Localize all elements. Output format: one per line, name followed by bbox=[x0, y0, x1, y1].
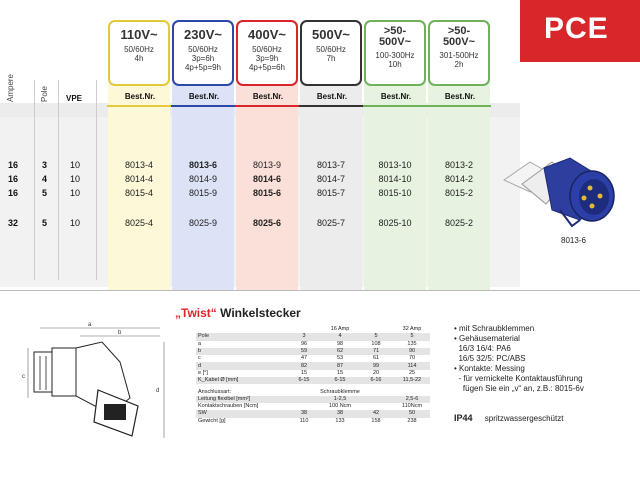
spec-value: 6-15 bbox=[322, 377, 358, 384]
bestnr-underline-2 bbox=[171, 105, 235, 107]
spec-value: 15 bbox=[300, 369, 308, 376]
spec-value: Schraubklemme bbox=[320, 388, 360, 395]
order-code: 8025-7 bbox=[316, 218, 346, 228]
spec-value: 100 Ncm bbox=[328, 403, 351, 410]
voltage-specs: 50/60Hz 4h bbox=[124, 45, 154, 63]
ip-code: IP44 bbox=[454, 413, 473, 423]
vpe-header: VPE bbox=[66, 94, 83, 103]
technical-drawing bbox=[20, 318, 170, 448]
spec-value bbox=[394, 388, 430, 395]
spec-value: 70 bbox=[408, 355, 416, 362]
spec-value: 110Ncm bbox=[401, 403, 423, 410]
spec-value: 42 bbox=[358, 410, 394, 417]
voltage-label: >50- 500V~ bbox=[378, 25, 412, 48]
note-line: fügen Sie ein „v“ an, z.B.: 8015-6v bbox=[454, 384, 584, 393]
spec-value: 6-16 bbox=[358, 377, 394, 384]
order-code: 8013-2 bbox=[444, 160, 474, 170]
order-code: 8013-9 bbox=[252, 160, 282, 170]
bestnr-header-1: Best.Nr. bbox=[124, 92, 156, 101]
title-rest: Winkelstecker bbox=[220, 306, 301, 320]
spec-cell bbox=[196, 326, 286, 333]
spec-table bbox=[196, 326, 430, 425]
dim-label-a: a bbox=[88, 322, 92, 328]
spec-value: 53 bbox=[336, 355, 344, 362]
row-vpe: 10 bbox=[70, 188, 81, 198]
order-code: 8013-4 bbox=[124, 160, 154, 170]
section-divider bbox=[0, 290, 640, 291]
voltage-label: 400V~ bbox=[248, 27, 286, 42]
row-vpe: 10 bbox=[70, 160, 81, 170]
order-code: 8014-10 bbox=[378, 174, 412, 184]
spec-value: 61 bbox=[372, 355, 380, 362]
spec-value: 133 bbox=[335, 417, 345, 424]
spec-value: 38 bbox=[322, 410, 358, 417]
spec-value: 50 bbox=[394, 410, 430, 417]
note-line: • mit Schraubklemmen bbox=[454, 324, 535, 333]
spec-row bbox=[196, 362, 430, 369]
voltage-specs: 100-300Hz 10h bbox=[375, 51, 415, 69]
spec-row bbox=[196, 355, 430, 362]
row-pole: 4 bbox=[42, 174, 48, 184]
spec-label: b bbox=[196, 348, 286, 355]
bestnr-header-6: Best.Nr. bbox=[444, 92, 476, 101]
bestnr-header-4: Best.Nr. bbox=[316, 92, 348, 101]
order-code: 8025-9 bbox=[188, 218, 218, 228]
spec-value: 4 bbox=[322, 333, 358, 340]
row-pole: 5 bbox=[42, 188, 48, 198]
spec-value: 11,5-22 bbox=[394, 377, 430, 384]
ampere-header: Ampere bbox=[6, 73, 15, 102]
left-separator-3 bbox=[96, 80, 97, 280]
order-code: 8013-7 bbox=[316, 160, 346, 170]
order-code: 8014-9 bbox=[188, 174, 218, 184]
row-ampere: 16 bbox=[8, 174, 19, 184]
spec-row bbox=[196, 348, 430, 355]
left-separator-2 bbox=[58, 80, 59, 280]
order-code: 8015-9 bbox=[188, 188, 218, 198]
spec-label: SW bbox=[196, 410, 286, 417]
row-pole: 5 bbox=[42, 218, 48, 228]
spec-label: c bbox=[198, 355, 201, 362]
voltage-specs: 50/60Hz 3p=6h 4p+5p=9h bbox=[184, 45, 222, 72]
spec-group-row bbox=[196, 326, 430, 333]
order-code: 8014-7 bbox=[316, 174, 346, 184]
order-code: 8013-10 bbox=[378, 160, 412, 170]
spec-value: 99 bbox=[358, 362, 394, 369]
spec-row bbox=[196, 396, 430, 403]
spec-value: 20 bbox=[372, 369, 380, 376]
spec-label: a bbox=[198, 340, 202, 347]
spec-value: 38 bbox=[286, 410, 322, 417]
spec-value: 25 bbox=[408, 369, 416, 376]
row-ampere: 16 bbox=[8, 188, 19, 198]
spec-value: 15 bbox=[336, 369, 344, 376]
voltage-label: >50- 500V~ bbox=[442, 25, 476, 48]
spec-value: 135 bbox=[407, 340, 417, 347]
voltage-box-3 bbox=[236, 20, 298, 86]
spec-value: 158 bbox=[371, 417, 381, 424]
order-code: 8015-6 bbox=[252, 188, 282, 198]
spec-row bbox=[196, 333, 430, 340]
note-line: • Kontakte: Messing bbox=[454, 364, 525, 373]
ip-text: spritzwassergeschützt bbox=[484, 414, 564, 423]
spec-value: 6-15 bbox=[286, 377, 322, 384]
note-line: 16/5 32/5: PC/ABS bbox=[454, 354, 526, 363]
product-label: 8013-6 bbox=[561, 236, 586, 245]
spec-row bbox=[196, 370, 430, 377]
spec-value: 108 bbox=[371, 340, 381, 347]
order-code: 8015-7 bbox=[316, 188, 346, 198]
bestnr-underline-1 bbox=[107, 105, 171, 107]
spec-value: 114 bbox=[394, 362, 430, 369]
feature-notes bbox=[454, 324, 584, 394]
spec-value: 98 bbox=[336, 340, 344, 347]
voltage-box-2 bbox=[172, 20, 234, 86]
bestnr-underline-5 bbox=[363, 105, 427, 107]
spec-value: 87 bbox=[322, 362, 358, 369]
note-line: • Gehäusematerial bbox=[454, 334, 520, 343]
spec-row bbox=[196, 410, 430, 417]
title-quoted: „Twist“ bbox=[175, 306, 217, 320]
spec-value: 90 bbox=[394, 348, 430, 355]
bestnr-underline-3 bbox=[235, 105, 299, 107]
pce-logo bbox=[520, 0, 640, 62]
plug-photo bbox=[500, 140, 630, 235]
dim-label-b: b bbox=[118, 330, 122, 336]
order-code: 8015-4 bbox=[124, 188, 154, 198]
spec-row bbox=[196, 377, 430, 384]
bestnr-header-2: Best.Nr. bbox=[188, 92, 220, 101]
ip-rating bbox=[454, 413, 563, 423]
spec-label: d bbox=[196, 362, 286, 369]
spec-value: 2,5-6 bbox=[394, 396, 430, 403]
spec-row bbox=[196, 341, 430, 348]
voltage-specs: 301-500Hz 2h bbox=[439, 51, 479, 69]
voltage-box-1 bbox=[108, 20, 170, 86]
spec-label: Kontaktschrauben [Ncm] bbox=[198, 403, 259, 410]
order-code: 8015-10 bbox=[378, 188, 412, 198]
row-vpe: 10 bbox=[70, 174, 81, 184]
voltage-box-5 bbox=[364, 20, 426, 86]
voltage-box-4 bbox=[300, 20, 362, 86]
note-line: 16/3 16/4: PA6 bbox=[454, 344, 511, 353]
group-32-amp: 32 Amp bbox=[402, 326, 422, 333]
voltage-box-6 bbox=[428, 20, 490, 86]
spec-label: Anschlussart: bbox=[198, 388, 232, 395]
order-code: 8015-2 bbox=[444, 188, 474, 198]
bestnr-header-5: Best.Nr. bbox=[380, 92, 412, 101]
bestnr-header-3: Best.Nr. bbox=[252, 92, 284, 101]
order-code: 8025-6 bbox=[252, 218, 282, 228]
spec-label: e [°] bbox=[198, 369, 208, 376]
spec-label: K_Kabel Ø [mm] bbox=[196, 377, 286, 384]
spec-value: 5 bbox=[394, 333, 430, 340]
spec-label: Leitung flexibel [mm²] bbox=[196, 396, 286, 403]
spec-value: 3 bbox=[286, 333, 322, 340]
order-code: 8014-6 bbox=[252, 174, 282, 184]
spec-label: Gewicht [g] bbox=[198, 417, 226, 424]
spec-value: 59 bbox=[286, 348, 322, 355]
row-pole: 3 bbox=[42, 160, 48, 170]
dim-label-c: c bbox=[22, 374, 25, 380]
spec-row bbox=[196, 418, 430, 425]
spec-value: 47 bbox=[300, 355, 308, 362]
voltage-specs: 50/60Hz 7h bbox=[316, 45, 346, 63]
order-code: 8025-10 bbox=[378, 218, 412, 228]
spec-value: 82 bbox=[286, 362, 322, 369]
order-code: 8014-2 bbox=[444, 174, 474, 184]
voltage-label: 110V~ bbox=[120, 27, 158, 42]
spec-row bbox=[196, 388, 430, 395]
bestnr-underline-4 bbox=[299, 105, 363, 107]
spec-value: 96 bbox=[300, 340, 308, 347]
spec-value: 238 bbox=[407, 417, 417, 424]
order-code: 8014-4 bbox=[124, 174, 154, 184]
spec-row bbox=[196, 403, 430, 410]
pole-header: Pole bbox=[40, 85, 49, 102]
bestnr-underline-6 bbox=[427, 105, 491, 107]
spec-value: 62 bbox=[322, 348, 358, 355]
spec-value: 5 bbox=[358, 333, 394, 340]
spec-value: 110 bbox=[299, 417, 309, 424]
dim-label-d: d bbox=[156, 388, 160, 394]
spec-value: 1-2,5 bbox=[286, 396, 394, 403]
product-title bbox=[175, 306, 301, 320]
spec-value: 71 bbox=[358, 348, 394, 355]
order-code: 8025-2 bbox=[444, 218, 474, 228]
note-line: - für vernickelte Kontaktausführung bbox=[454, 374, 583, 383]
order-code: 8013-6 bbox=[188, 160, 218, 170]
voltage-label: 500V~ bbox=[312, 27, 350, 42]
order-code: 8025-4 bbox=[124, 218, 154, 228]
row-vpe: 10 bbox=[70, 218, 81, 228]
row-ampere: 16 bbox=[8, 160, 19, 170]
voltage-label: 230V~ bbox=[184, 27, 222, 42]
spec-label: Pole bbox=[196, 333, 286, 340]
logo-text: PCE bbox=[544, 12, 609, 45]
left-separator-1 bbox=[34, 80, 35, 280]
voltage-specs: 50/60Hz 3p=9h 4p+5p=6h bbox=[248, 45, 286, 72]
row-ampere: 32 bbox=[8, 218, 19, 228]
group-16-amp: 16 Amp bbox=[330, 326, 350, 333]
